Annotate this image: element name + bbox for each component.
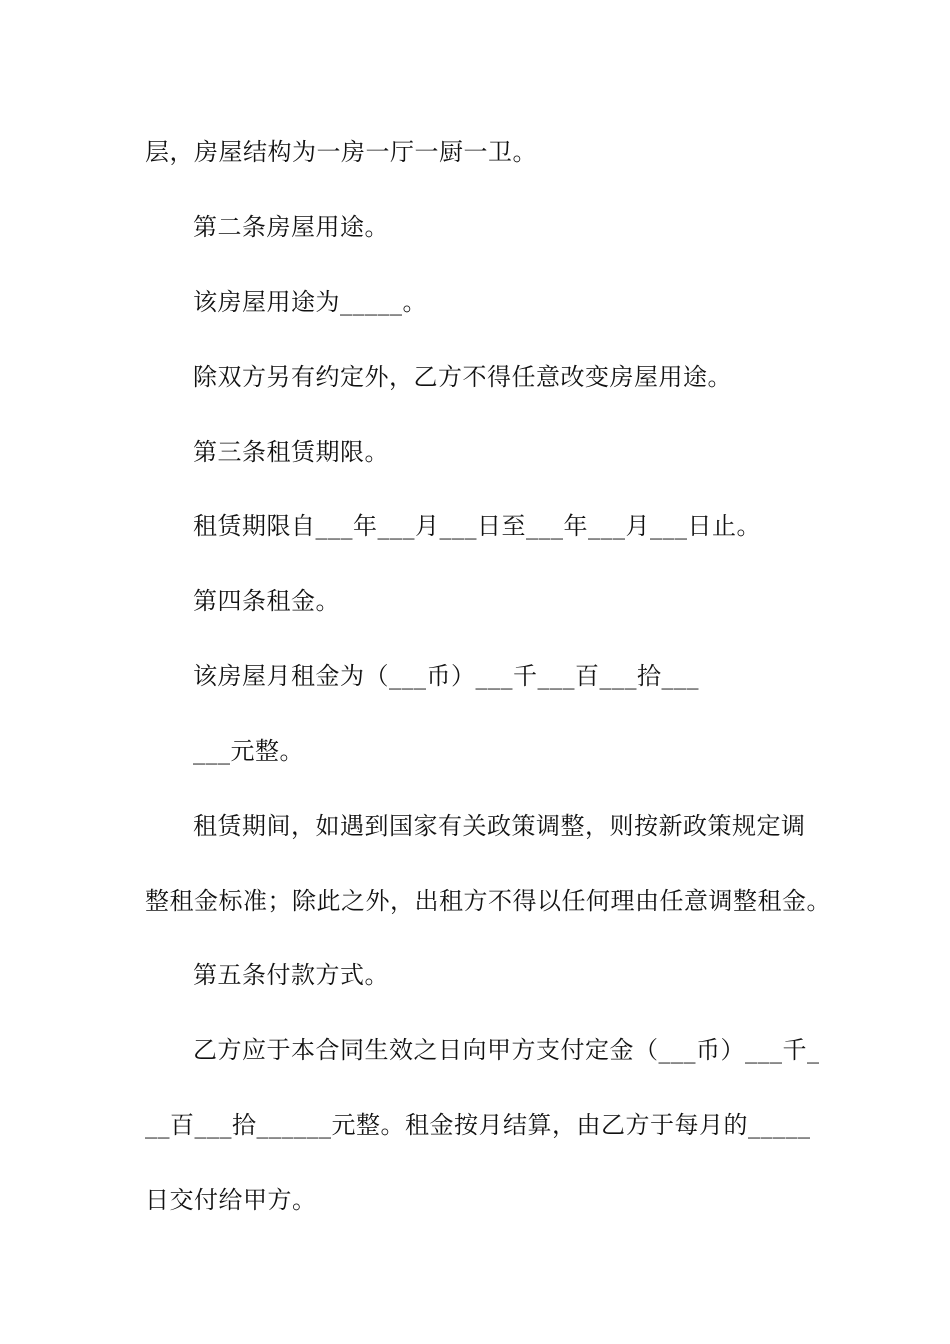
- text-line-8: 该房屋月租金为（___币）___千___百___拾___: [193, 662, 699, 690]
- text-line-14: __百___拾______元整。租金按月结算，由乙方于每月的_____: [145, 1111, 811, 1139]
- text-line-10: 租赁期间，如遇到国家有关政策调整，则按新政策规定调: [193, 812, 806, 840]
- text-line-2: 第二条房屋用途。: [193, 213, 389, 241]
- text-line-7: 第四条租金。: [193, 587, 340, 615]
- text-line-12: 第五条付款方式。: [193, 961, 389, 989]
- text-line-1: 层，房屋结构为一房一厅一厨一卫。: [145, 138, 537, 166]
- text-line-6: 租赁期限自___年___月___日至___年___月___日止。: [193, 512, 761, 540]
- text-line-15: 日交付给甲方。: [145, 1186, 317, 1214]
- text-line-13: 乙方应于本合同生效之日向甲方支付定金（___币）___千_: [193, 1036, 820, 1064]
- text-line-4: 除双方另有约定外，乙方不得任意改变房屋用途。: [193, 363, 732, 391]
- text-line-11: 整租金标准；除此之外，出租方不得以任何理由任意调整租金。: [145, 887, 831, 915]
- text-line-9: ___元整。: [193, 737, 304, 765]
- text-line-3: 该房屋用途为_____。: [193, 288, 427, 316]
- text-line-5: 第三条租赁期限。: [193, 438, 389, 466]
